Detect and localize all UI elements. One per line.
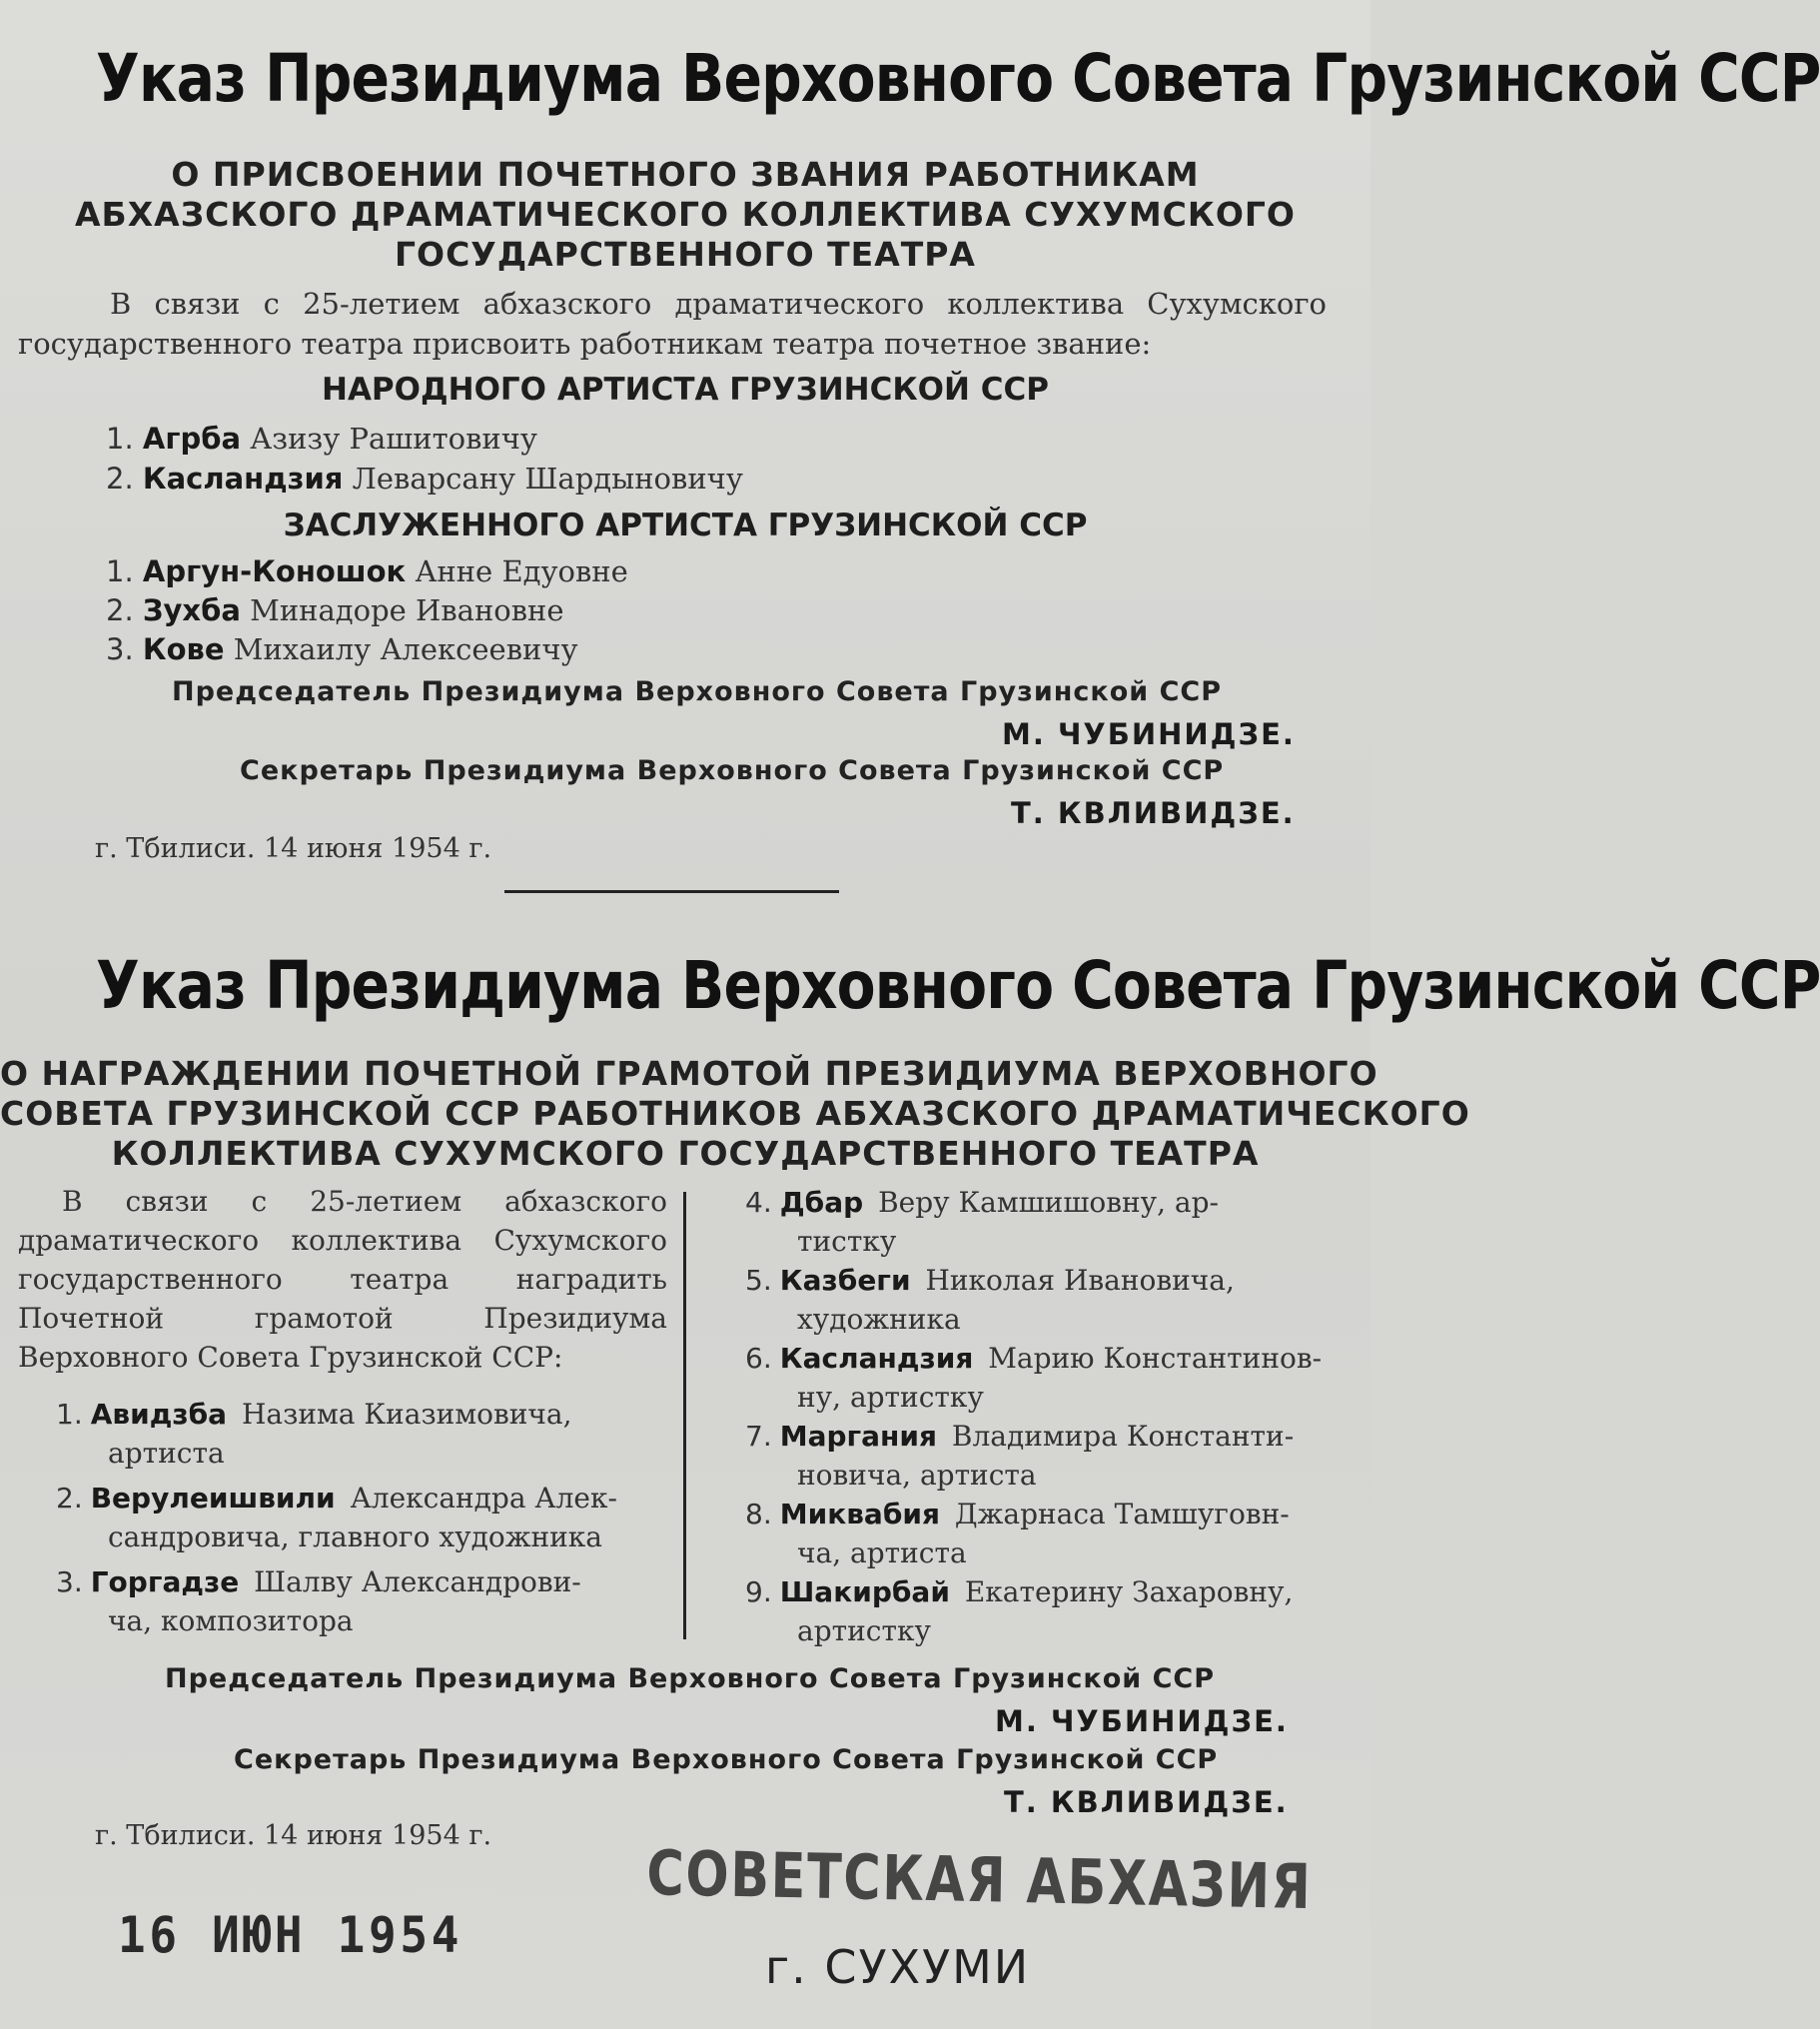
decree1-rank-people-artist: НАРОДНОГО АРТИСТА ГРУЗИНСКОЙ ССР	[322, 372, 1049, 408]
column-divider	[683, 1192, 686, 1639]
decree2-preamble: В связи с 25-летием абхазского драматического коллектива Сухумского государственного театра наградить Почетной грамотой Президиума Верховного Совета Грузинской ССР:	[18, 1185, 667, 1374]
decree1-rank-honored-artist: ЗАСЛУЖЕННОГО АРТИСТА ГРУЗИНСКОЙ ССР	[283, 507, 1088, 543]
decree2-headline: Указ Президиума Верховного Совета Грузинской ССР	[96, 947, 1820, 1024]
decree2-secretary-name: Т. КВЛИВИДЗЕ.	[1004, 1785, 1289, 1819]
decree1-subtitle-line-2: АБХАЗСКОГО ДРАМАТИЧЕСКОГО КОЛЛЕКТИВА СУХУМСКОГО	[75, 195, 1296, 234]
decree1-preamble: В связи с 25-летием абхазского драматического коллектива Сухумского государственного театра присвоить работникам театра почетное звание:	[18, 287, 1327, 361]
decree2-award-item-3: 3. Горгадзе Шалву Александрови- ча, композитора	[56, 1565, 581, 1637]
decree2-award-item-8: 8. Миквабия Джарнаса Тамшуговн- ча, артиста	[745, 1498, 1290, 1569]
decree1-subtitle-line-1: О ПРИСВОЕНИИ ПОЧЕТНОГО ЗВАНИЯ РАБОТНИКАМ	[171, 155, 1200, 194]
decree2-subtitle-line-2: СОВЕТА ГРУЗИНСКОЙ ССР РАБОТНИКОВ АБХАЗСКОГО ДРАМАТИЧЕСКОГО	[0, 1094, 1470, 1133]
decree1-secretary-title: Секретарь Президиума Верховного Совета Грузинской ССР	[240, 755, 1225, 786]
decree1-rank1-item-2: 2. Касландзия Леварсану Шардыновичу	[106, 462, 743, 496]
decree2-subtitle-line-1: О НАГРАЖДЕНИИ ПОЧЕТНОЙ ГРАМОТОЙ ПРЕЗИДИУМА ВЕРХОВНОГО	[0, 1054, 1378, 1093]
decree1-secretary-name: Т. КВЛИВИДЗЕ.	[1011, 796, 1296, 830]
decree2-place-date: г. Тбилиси. 14 июня 1954 г.	[95, 1820, 492, 1851]
decree1-rank1-item-1: 1. Агрба Азизу Рашитовичу	[106, 422, 537, 456]
decree2-award-item-2: 2. Верулеишвили Александра Алек- сандровича, главного художника	[56, 1482, 617, 1553]
decree1-rank2-item-3: 3. Кове Михаилу Алексеевичу	[106, 632, 578, 666]
decree2-award-item-7: 7. Маргания Владимира Константи- новича, артиста	[745, 1420, 1295, 1492]
newspaper-name-stamp: СОВЕТСКАЯ АБХАЗИЯ	[645, 1836, 1313, 1924]
decree1-chairman-title: Председатель Президиума Верховного Совета Грузинской ССР	[172, 676, 1223, 707]
decree2-chairman-name: М. ЧУБИНИДЗЕ.	[995, 1704, 1289, 1738]
city-stamp: г. СУХУМИ	[765, 1940, 1031, 1994]
decree2-secretary-title: Секретарь Президиума Верховного Совета Грузинской ССР	[234, 1744, 1219, 1775]
decree1-rank2-item-1: 1. Аргун-Коношок Анне Едуовне	[106, 554, 628, 588]
section-divider	[504, 890, 839, 893]
decree2-award-item-5: 5. Казбеги Николая Ивановича, художника	[745, 1264, 1235, 1336]
decree2-award-item-9: 9. Шакирбай Екатерину Захаровну, артистку	[745, 1575, 1294, 1647]
decree1-rank2-item-2: 2. Зухба Минадоре Ивановне	[106, 593, 564, 627]
decree1-subtitle-line-3: ГОСУДАРСТВЕННОГО ТЕАТРА	[395, 235, 976, 274]
decree2-award-item-6: 6. Касландзия Марию Константинов- ну, артистку	[745, 1342, 1323, 1414]
decree1-headline: Указ Президиума Верховного Совета Грузинской ССР	[96, 40, 1820, 117]
decree2-subtitle-line-3: КОЛЛЕКТИВА СУХУМСКОГО ГОСУДАРСТВЕННОГО ТЕАТРА	[111, 1134, 1260, 1173]
decree2-chairman-title: Председатель Президиума Верховного Совета Грузинской ССР	[165, 1663, 1216, 1694]
decree1-place-date: г. Тбилиси. 14 июня 1954 г.	[95, 833, 492, 864]
decree1-chairman-name: М. ЧУБИНИДЗЕ.	[1002, 717, 1296, 751]
decree2-award-item-4: 4. Дбар Веру Камшишовну, ар- тистку	[745, 1186, 1220, 1258]
date-stamp: 16 ИЮН 1954	[118, 1906, 463, 1964]
decree2-award-item-1: 1. Авидзба Назима Киазимовича, артиста	[56, 1398, 572, 1470]
